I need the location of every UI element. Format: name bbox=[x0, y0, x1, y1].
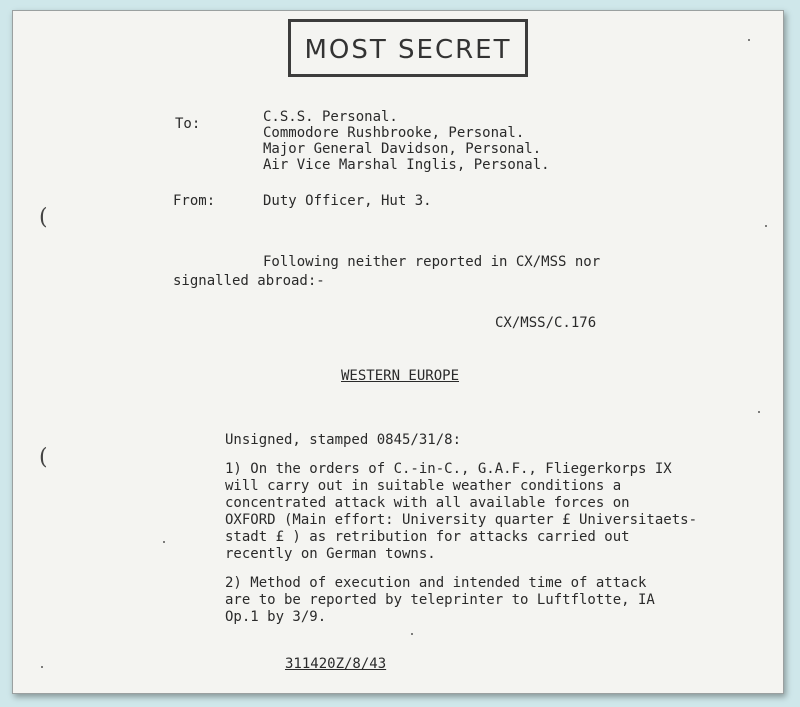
intro-line: Following neither reported in CX/MSS nor bbox=[263, 254, 601, 270]
paragraph-1-line: stadt £ ) as retribution for attacks carried out bbox=[225, 529, 630, 545]
unsigned-line: Unsigned, stamped 0845/31/8: bbox=[225, 432, 462, 448]
reference-number: CX/MSS/C.176 bbox=[495, 315, 597, 331]
margin-mark: ( bbox=[39, 205, 48, 230]
to-label: To: bbox=[175, 116, 201, 132]
paper-speck bbox=[758, 411, 760, 413]
paper-speck bbox=[411, 633, 413, 635]
paragraph-2-line: 2) Method of execution and intended time of attack bbox=[225, 575, 647, 591]
paragraph-1-line: 1) On the orders of C.-in-C., G.A.F., Fliegerkorps IX bbox=[225, 461, 672, 477]
margin-mark: ( bbox=[39, 445, 48, 470]
paper-speck bbox=[765, 225, 767, 227]
to-line: Commodore Rushbrooke, Personal. bbox=[263, 125, 525, 141]
paper-speck bbox=[163, 541, 165, 543]
paper-speck bbox=[748, 39, 750, 41]
stamp-text: MOST SECRET bbox=[304, 35, 512, 65]
to-line: Air Vice Marshal Inglis, Personal. bbox=[263, 157, 550, 173]
classification-stamp bbox=[288, 19, 528, 77]
paragraph-2-line: Op.1 by 3/9. bbox=[225, 609, 327, 625]
paragraph-1-line: will carry out in suitable weather conditions a bbox=[225, 478, 622, 494]
section-heading: WESTERN EUROPE bbox=[341, 368, 460, 384]
footer-reference: 311420Z/8/43 bbox=[285, 656, 387, 672]
from-label: From: bbox=[173, 193, 216, 209]
paragraph-2-line: are to be reported by teleprinter to Luftflotte, IA bbox=[225, 592, 655, 608]
paragraph-1-line: OXFORD (Main effort: University quarter £ Universitaets- bbox=[225, 512, 698, 528]
intro-line: signalled abroad:- bbox=[173, 273, 325, 289]
paper-speck bbox=[41, 666, 43, 668]
paragraph-1-line: recently on German towns. bbox=[225, 546, 436, 562]
from-value: Duty Officer, Hut 3. bbox=[263, 193, 432, 209]
document-page bbox=[12, 10, 784, 694]
to-line: Major General Davidson, Personal. bbox=[263, 141, 542, 157]
to-line: C.S.S. Personal. bbox=[263, 109, 398, 125]
paragraph-1-line: concentrated attack with all available forces on bbox=[225, 495, 630, 511]
